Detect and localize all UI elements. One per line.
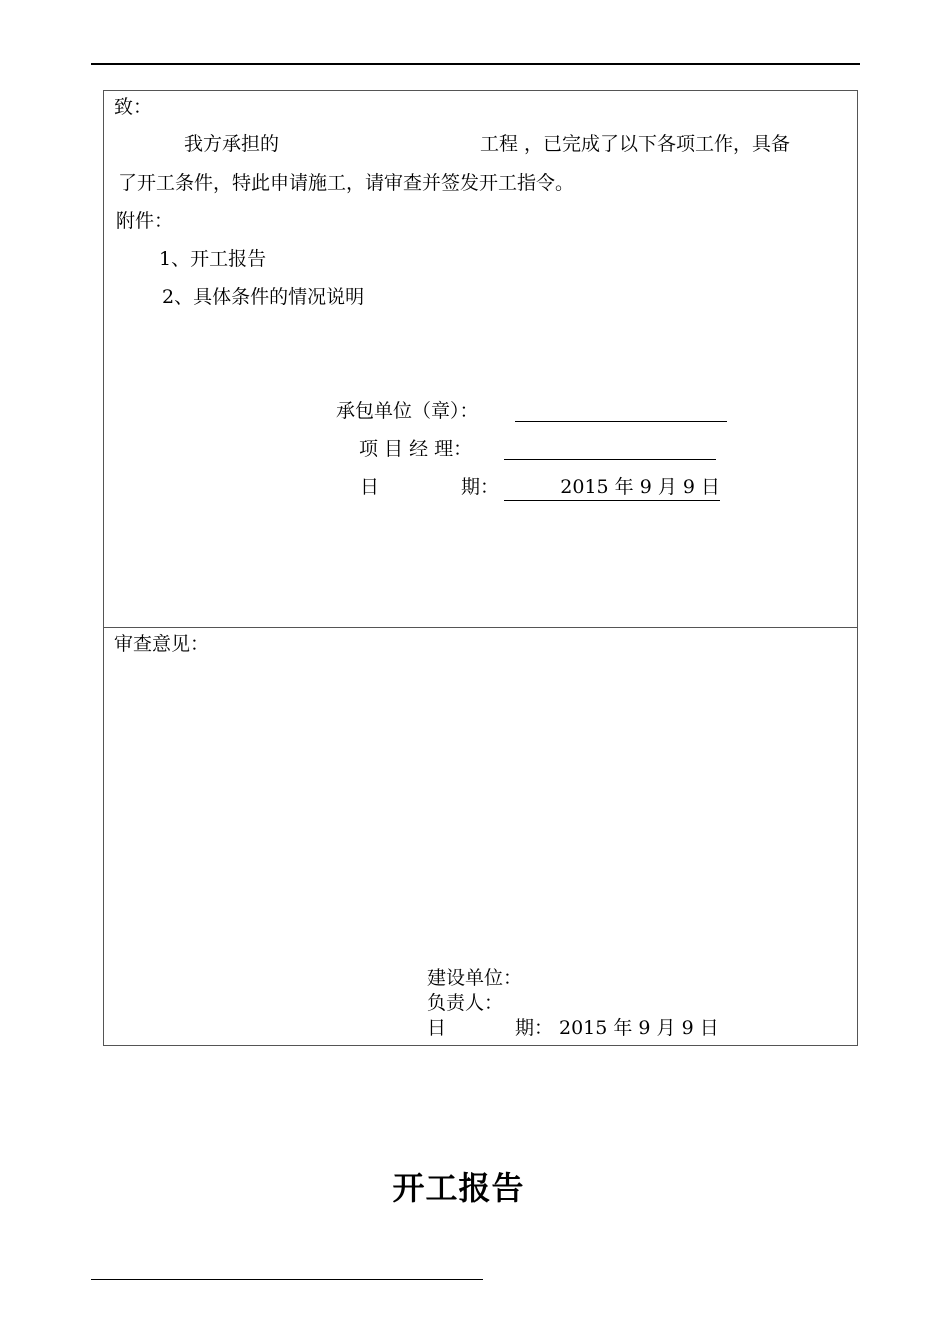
attachment-item: 1、开工报告 bbox=[159, 248, 267, 270]
footer-rule bbox=[91, 1279, 483, 1280]
contractor-signature-line bbox=[515, 421, 727, 422]
date-label-char2: 期： bbox=[461, 476, 500, 498]
document-title: 开工报告 bbox=[392, 1169, 525, 1207]
body-line1-start: 我方承担的 bbox=[184, 133, 280, 155]
body-line2: 了开工条件，特此申请施工，请审查并签发开工指令。 bbox=[118, 172, 575, 194]
manager-label: 项 目 经 理： bbox=[359, 438, 473, 460]
attachment-item: 2、具体条件的情况说明 bbox=[162, 286, 365, 308]
attachments-label: 附件： bbox=[116, 210, 174, 232]
application-form-table bbox=[103, 90, 858, 1046]
contractor-label: 承包单位（章）： bbox=[336, 400, 479, 422]
manager-signature-line bbox=[504, 459, 716, 460]
section-divider bbox=[104, 627, 857, 628]
header-rule bbox=[91, 63, 860, 65]
review-opinion-label: 审查意见： bbox=[114, 633, 210, 655]
review-date-label-char1: 日 bbox=[427, 1017, 447, 1039]
date-label-char1: 日 bbox=[360, 476, 380, 498]
body-line1-end: 工程 ，已完成了以下各项工作，具备 bbox=[480, 133, 791, 155]
review-date-value: 2015 年 9 月 9 日 bbox=[559, 1017, 719, 1039]
to-label: 致： bbox=[114, 96, 153, 118]
review-date-label-char2: 期： bbox=[515, 1017, 554, 1039]
responsible-label: 负责人： bbox=[427, 992, 504, 1014]
owner-label: 建设单位： bbox=[427, 967, 523, 989]
application-date-value: 2015 年 9 月 9 日 bbox=[504, 475, 720, 501]
